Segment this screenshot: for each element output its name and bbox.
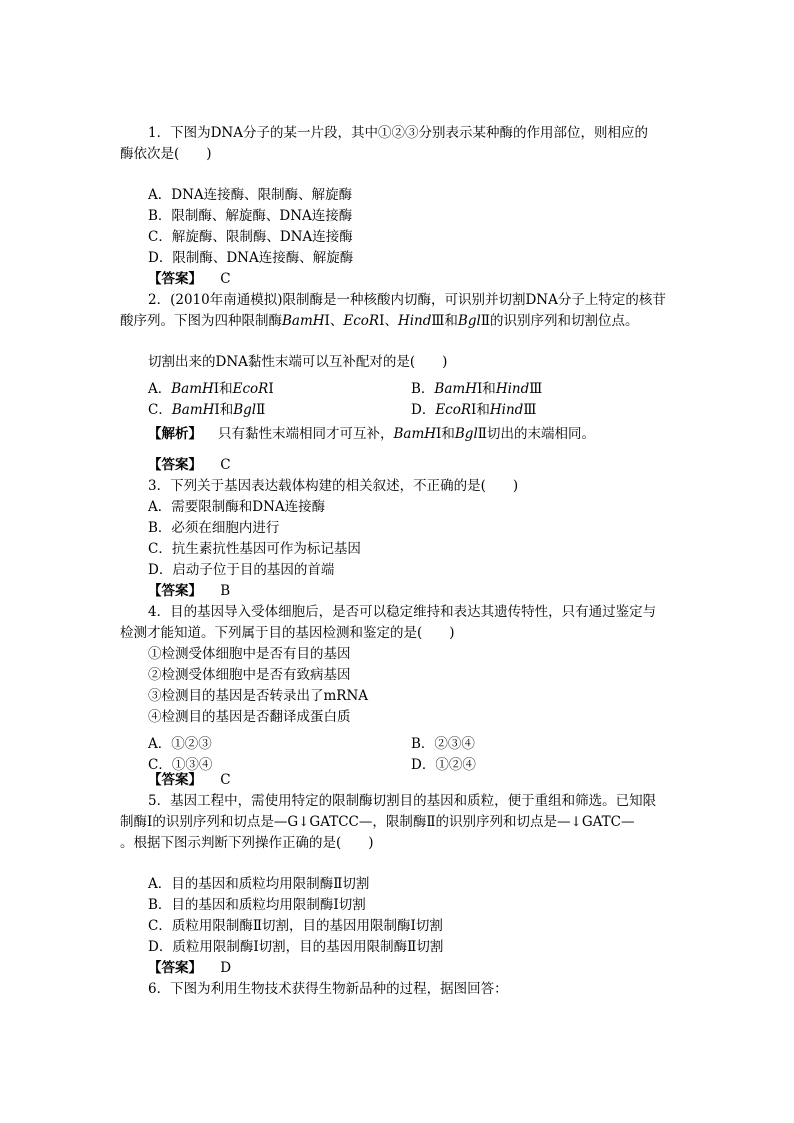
enzyme-name: BamH: [393, 426, 437, 442]
q2-option-b: [411, 377, 542, 397]
enzyme-name: EcoR: [435, 402, 472, 418]
q2-option-d: [411, 398, 536, 418]
text-run: Ⅰ和: [214, 402, 234, 418]
text-run: D．: [411, 402, 436, 418]
q2-analysis: [148, 428, 595, 442]
enzyme-name: Hind: [489, 402, 524, 418]
text-run: 只有黏性末端相同才可互补，: [218, 426, 394, 442]
text-run: Ⅰ、: [324, 313, 344, 329]
text-run: Ⅲ: [529, 381, 543, 397]
text-run: Ⅲ: [523, 402, 537, 418]
enzyme-name: BamH: [171, 402, 215, 418]
q4-option-c: C．①③④: [148, 757, 213, 773]
text-run: Ⅰ和: [476, 381, 496, 397]
q2-stem-line1: 2．(2010年南通模拟)限制酶是一种核酸内切酶，可识别并切割DNA分子上特定的核苷: [148, 292, 666, 308]
q5-option-b: B．目的基因和质粒均用限制酶Ⅰ切割: [148, 897, 366, 913]
text-run: Ⅰ和: [471, 402, 490, 418]
q4-item-4: ④检测目的基因是否翻译成蛋白质: [148, 709, 351, 725]
text-run: Ⅰ和: [436, 426, 455, 442]
q1-option-b: B．限制酶、解旋酶、DNA连接酶: [148, 208, 353, 224]
answer-tag: 【答案】: [148, 583, 202, 599]
q4-option-d: D．①②④: [411, 757, 476, 773]
q4-option-b: B．②③④: [411, 736, 475, 752]
q4-stem-line1: 4．目的基因导入受体细胞后，是否可以稳定维持和表达其遗传特性，只有通过鉴定与: [148, 604, 657, 620]
answer-value: C: [220, 271, 231, 287]
answer-tag: 【答案】: [148, 960, 202, 976]
q4-stem-line2: 检测才能知道。下列属于目的基因检测和鉴定的是( ): [120, 625, 455, 641]
q5-answer: [148, 962, 231, 976]
q3-option-a: A．需要限制酶和DNA连接酶: [148, 499, 326, 515]
q3-option-c: C．抗生素抗性基因可作为标记基因: [148, 541, 361, 557]
answer-tag: 【答案】: [148, 271, 202, 287]
q1-answer: [148, 273, 231, 287]
answer-tag: 【答案】: [148, 772, 202, 788]
q2-option-c: [148, 398, 265, 418]
enzyme-name: BamH: [171, 381, 214, 397]
enzyme-name: EcoR: [232, 381, 269, 397]
q5-stem-line2: 制酶Ⅰ的识别序列和切点是—G↓GATCC—，限制酶Ⅱ的识别序列和切点是—↓GATC—: [120, 814, 635, 830]
text-run: Ⅱ切出的末端相同。: [477, 426, 595, 442]
q1-option-d: D．限制酶、DNA连接酶、解旋酶: [148, 250, 354, 266]
q2-answer: [148, 459, 231, 473]
answer-value: D: [220, 960, 232, 976]
enzyme-name: BamH: [282, 313, 325, 329]
enzyme-name: Bgl: [233, 402, 257, 418]
text-run: C．: [148, 402, 172, 418]
q4-item-2: ②检测受体细胞中是否有致病基因: [148, 667, 351, 683]
text-run: Ⅰ和: [213, 381, 233, 397]
enzyme-name: Bgl: [457, 313, 481, 329]
q3-option-b: B．必须在细胞内进行: [148, 520, 280, 536]
q1-option-a: A．DNA连接酶、限制酶、解旋酶: [148, 187, 353, 203]
text-run: 酸序列。下图为四种限制酶: [120, 313, 282, 329]
q2-option-a: [148, 377, 274, 397]
text-run: Ⅱ的识别序列和切割位点。: [480, 313, 639, 329]
q4-item-3: ③检测目的基因是否转录出了mRNA: [148, 688, 369, 704]
q3-answer: [148, 585, 230, 599]
text-run: Ⅲ和: [431, 313, 458, 329]
answer-tag: 【答案】: [148, 457, 202, 473]
q3-option-d: D．启动子位于目的基因的首端: [148, 562, 335, 578]
q1-stem-line1: 1．下图为DNA分子的某一片段，其中①②③分别表示某种酶的作用部位，则相应的: [148, 125, 648, 141]
text-run: Ⅰ: [268, 381, 274, 397]
enzyme-name: EcoR: [343, 313, 380, 329]
text-run: Ⅱ: [256, 402, 266, 418]
q5-option-c: C．质粒用限制酶Ⅱ切割，目的基因用限制酶Ⅰ切割: [148, 918, 443, 934]
q3-stem: 3．下列关于基因表达载体构建的相关叙述，不正确的是( ): [148, 478, 519, 494]
q1-stem-line2: 酶依次是( ): [120, 146, 212, 162]
q5-stem-line1: 5．基因工程中，需使用特定的限制酶切割目的基因和质粒，便于重组和筛选。已知限: [148, 793, 657, 809]
enzyme-name: Hind: [397, 313, 432, 329]
enzyme-name: Hind: [495, 381, 530, 397]
enzyme-name: Bgl: [454, 426, 478, 442]
q6-stem: 6．下图为利用生物技术获得生物新品种的过程，据图回答：: [148, 981, 508, 997]
q2-stem-line3: 切割出来的DNA黏性末端可以互补配对的是( ): [148, 354, 448, 370]
answer-value: C: [220, 457, 231, 473]
q4-item-1: ①检测受体细胞中是否有目的基因: [148, 646, 351, 662]
answer-value: C: [220, 772, 231, 788]
text-run: A．: [148, 381, 172, 397]
q4-answer: [148, 774, 231, 788]
q2-stem-line2: [120, 315, 639, 329]
q4-option-a: A．①②③: [148, 736, 212, 752]
q5-stem-line3: 。根据下图示判断下列操作正确的是( ): [120, 835, 374, 851]
analysis-tag: 【解析】: [148, 426, 202, 442]
q5-option-d: D．质粒用限制酶Ⅰ切割，目的基因用限制酶Ⅱ切割: [148, 939, 444, 955]
q1-option-c: C．解旋酶、限制酶、DNA连接酶: [148, 229, 353, 245]
text-run: Ⅰ、: [379, 313, 398, 329]
q5-option-a: A．目的基因和质粒均用限制酶Ⅱ切割: [148, 876, 370, 892]
enzyme-name: BamH: [434, 381, 477, 397]
answer-value: B: [220, 583, 231, 599]
text-run: B．: [411, 381, 435, 397]
